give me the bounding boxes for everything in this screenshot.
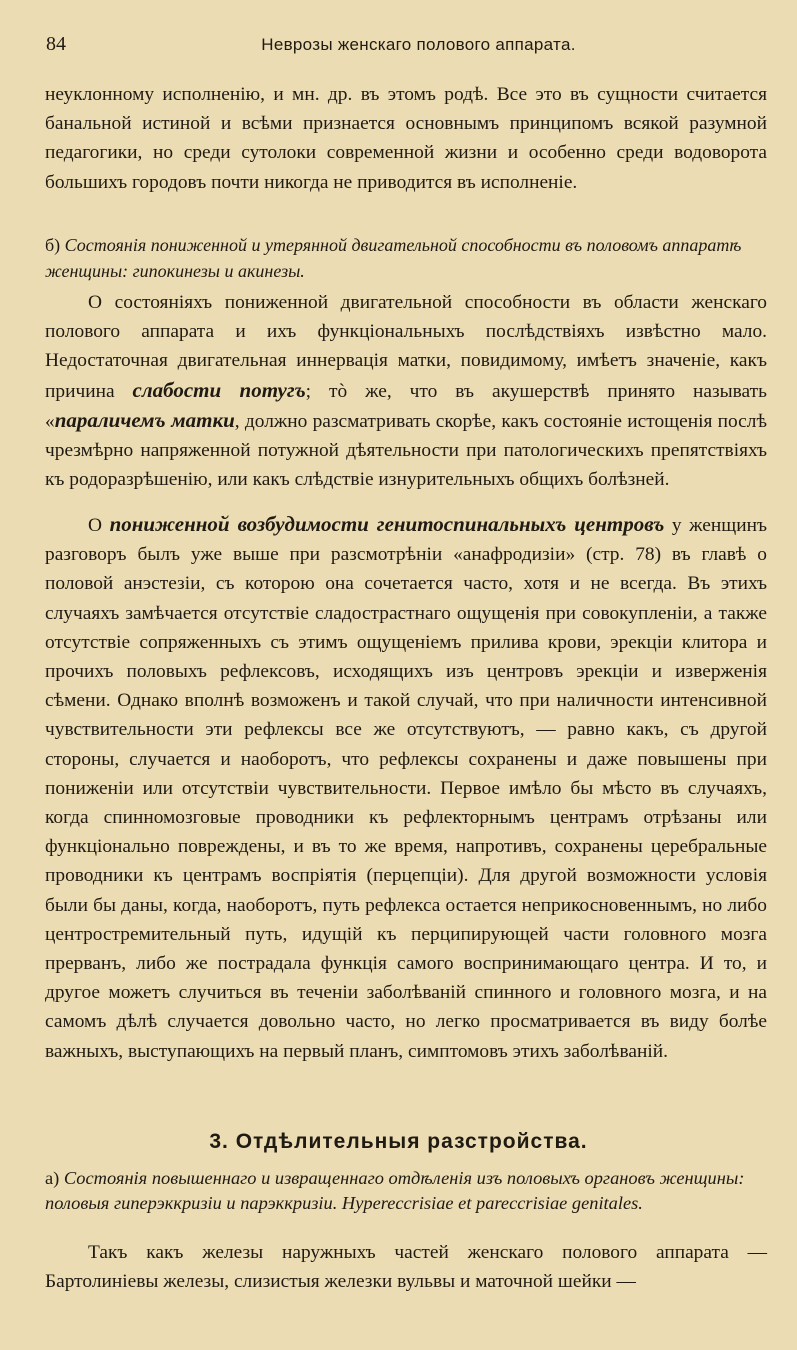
paragraph-4 [45,1238,767,1296]
paragraph-2-part-3: , должно разсматривать скорѣе, какъ состояніе истощенія послѣ чрезмѣрно напряженной потужной дѣятельности при патологическихъ препятствіяхъ къ родоразрѣшенію, или какъ слѣдствіе изнурительныхъ общихъ болѣзней. [45,410,767,491]
subsection-heading-a [45,1166,767,1216]
subsection-title-a: Состоянія повышеннаго и извращеннаго отдѣленія изъ половыхъ органовъ женщины: половыя гиперэккризіи и парэккризіи. Hypereccrisiae et pareccrisiae genitales. [45,1168,745,1213]
paragraph-2-emphasis-2: параличемъ матки [54,407,235,432]
paragraph-3 [45,510,767,1066]
page-number: 84 [46,33,66,55]
paragraph-3-part-2: у женщинъ разговоръ былъ уже выше при разсмотрѣніи «анафродизіи» (стр. 78) въ главѣ о половой анэстезіи, съ которою она сочетается часто, хотя и не всегда. Въ этихъ случаяхъ замѣчается отсутствіе сладострастнаго ощущенія при совокупленіи, а также отсутствіе сопряженныхъ съ этимъ ощущеніемъ прилива крови, эрекціи клитора и прочихъ половыхъ рефлексовъ, исходящихъ изъ центровъ эрекціи и изверженія сѣмени. Однако вполнѣ возможенъ и такой случай, что при наличности интенсивной чувствительности эти рефлексы все же отсутствуютъ, — равно какъ, съ другой стороны, случается и наоборотъ, что рефлексы сохранены и даже повышены при пониженіи или отсутствіи чувствительности. Первое имѣло бы мѣсто въ случаяхъ, когда спинномозговые проводники къ рефлекторнымъ центрамъ отрѣзаны или функціонально повреждены, и въ то же время, напротивъ, сохранены церебральные проводники къ центрамъ воспріятія (перцепціи). Для другой возможности условія были бы даны, когда, наоборотъ, путь рефлекса остается неприкосновеннымъ, но либо центростремительный путь, идущій къ перципирующей части головного мозга прерванъ, либо же пострадала функція самого воспринимающаго центра. И то, и другое можетъ случиться въ теченіи заболѣваній спинного и головного мозга, и на самомъ дѣлѣ случается довольно часто, но легко просматривается въ виду болѣе важныхъ, выступающихъ на первый планъ, симптомовъ этихъ заболѣваній. [45,515,767,1062]
subsection-label-b: б) [45,235,61,255]
paragraph-continued [45,80,767,197]
subsection-title-b: Состоянія пониженной и утерянной двигательной способности въ половомъ аппаратѣ женщины: гипокинезы и акинезы. [45,235,742,281]
paragraph-4-text: Такъ какъ железы наружныхъ частей женскаго полового аппарата — Бартолиніевы железы, слизистыя железки вульвы и маточной шейки — [45,1242,767,1293]
paragraph-1-text: неуклонному исполненію, и мн. др. въ этомъ родѣ. Все это въ сущности считается банальной истиной и всѣми признается основнымъ принципомъ всякой разумной педагогики, но среди сутолоки современной жизни и особенно среди водоворота большихъ городовъ почти никогда не приводится въ исполненіе. [45,84,767,193]
paragraph-3-part-1: О [88,515,110,536]
paragraph-2-emphasis-1: слабости потугъ [132,377,306,402]
paragraph-2-part-2: ; тò же, что въ акушерствѣ принято называть « [45,380,767,432]
subsection-label-a: а) [45,1168,60,1188]
section-heading-3: 3. Отдѣлительныя разстройства. [209,1130,588,1153]
running-head: Неврозы женскаго полового аппарата. [261,35,576,54]
subsection-heading-b [45,232,767,284]
paragraph-2 [45,288,767,494]
paragraph-3-emphasis-1: пониженной возбудимости генитоспинальныхъ центровъ [109,512,665,536]
paragraph-2-part-1: О состояніяхъ пониженной двигательной способности въ области женскаго полового аппарата и ихъ функціональныхъ послѣдствіяхъ извѣстно мало. Недостаточная двигательная иннервація матки, повидимому, имѣетъ значеніе, какъ причина [45,292,767,402]
